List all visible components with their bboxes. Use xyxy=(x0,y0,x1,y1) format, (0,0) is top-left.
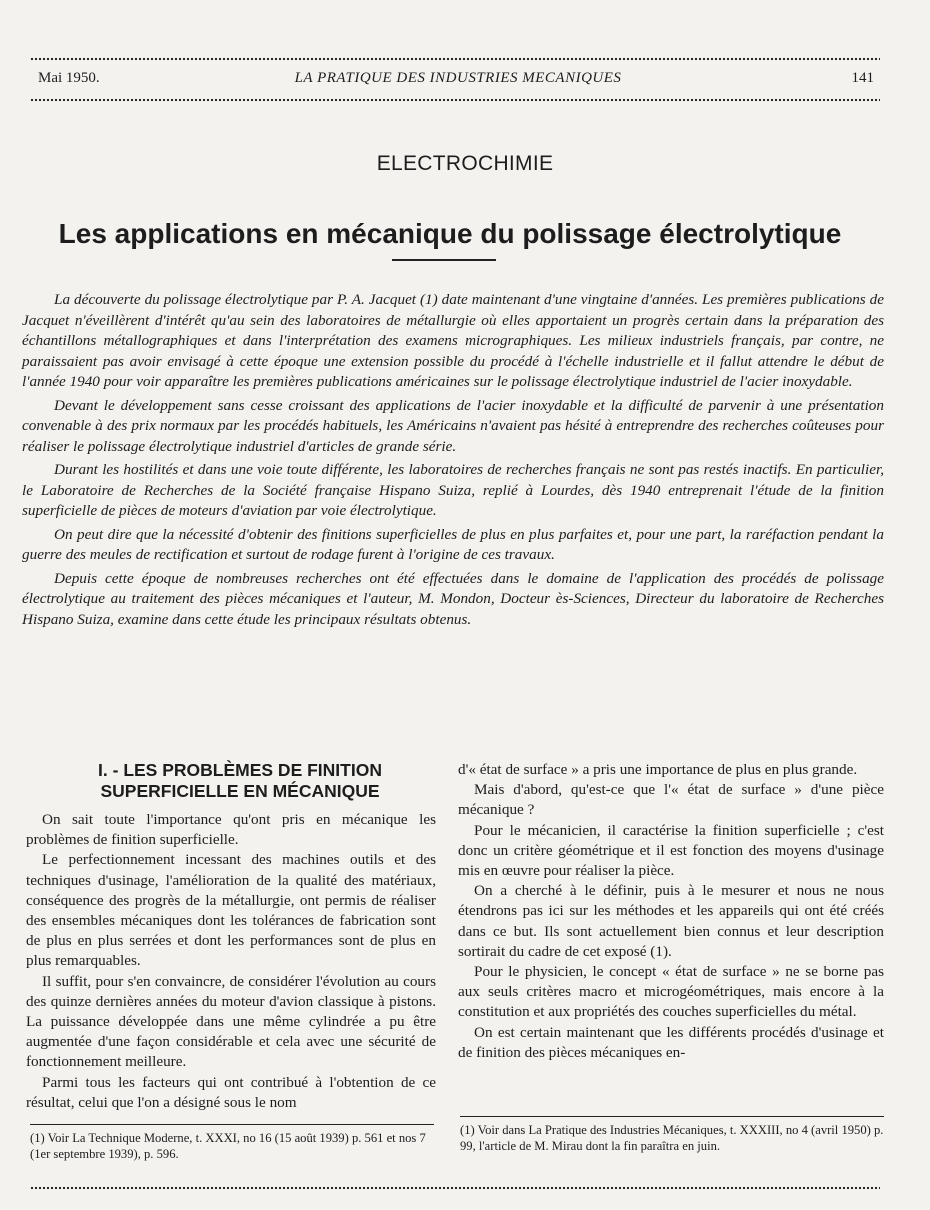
footnote-right: (1) Voir dans La Pratique des Industries Mécaniques, t. XXXIII, no 4 (avril 1950) p. 99, l'article de M. Mirau dont la fin paraîtra en juin. xyxy=(460,1123,884,1153)
title-underline xyxy=(392,259,496,261)
body-paragraph: Mais d'abord, qu'est-ce que l'« état de surface » d'une pièce mécanique ? xyxy=(458,781,884,819)
running-head xyxy=(38,70,878,92)
body-paragraph: Parmi tous les facteurs qui ont contribué à l'obtention de ce résultat, celui que l'on a désigné sous le nom xyxy=(26,1073,436,1111)
section-heading xyxy=(26,760,436,802)
intro-paragraph: Devant le développement sans cesse croissant des applications de l'acier inoxydable et la difficulté de parvenir à une présentation convenable à des prix normaux par les procédés habituels, les Américains n'avaient pas hésité à entreprendre des recherches coûteuses pour réaliser le polissage électrolytique industriel d'articles de grande série. xyxy=(22,396,884,455)
footnote-left: (1) Voir La Technique Moderne, t. XXXI, no 16 (15 août 1939) p. 561 et nos 7 (1er septembre 1939), p. 596. xyxy=(30,1131,426,1161)
section-heading-line-1: I. - LES PROBLÈMES DE FINITION xyxy=(98,760,382,780)
body-paragraph: On a cherché à le définir, puis à le mesurer et nous ne nous étendrons pas ici sur les méthodes et les appareils qui ont été créés dans ce but. Ils sont actuellement bien connus et leur description sortirait du cadre de cet exposé (1). xyxy=(458,882,884,960)
left-column xyxy=(26,760,436,1113)
body-paragraph: Il suffit, pour s'en convaincre, de considérer l'évolution au cours des quinze dernières années du moteur d'avion classique à pistons. La puissance développée dans une même cylindrée a pu être augmentée d'une façon considérable et cela avec une sécurité de fonctionnement meilleure. xyxy=(26,972,436,1071)
body-paragraph: Pour le mécanicien, il caractérise la finition superficielle ; c'est donc un critère géométrique et il est fonction des moyens d'usinage mis en œuvre pour réaliser la pièce. xyxy=(458,821,884,880)
issue-date: Mai 1950. xyxy=(38,70,100,86)
body-paragraph: Le perfectionnement incessant des machines outils et des techniques d'usinage, l'amélioration de la qualité des matériaux, conséquence des progrès de la métallurgie, ont permis de réaliser des ensembles mécaniques dont les tolérances de fabrication sont de plus en plus serrées et dont les performances sont de plus en plus remarquables. xyxy=(26,851,436,970)
body-paragraph: On est certain maintenant que les différents procédés d'usinage et de finition des pièces mécaniques en- xyxy=(458,1023,884,1061)
intro-abstract xyxy=(22,290,884,633)
footnote-rule-right xyxy=(460,1116,884,1117)
intro-paragraph: On peut dire que la nécessité d'obtenir des finitions superficielles de plus en plus parfaites et, pour une part, la raréfaction pendant la guerre des meules de rectification et surtout de rodage furent à l'origine de ces travaux. xyxy=(22,525,884,563)
journal-name: LA PRATIQUE DES INDUSTRIES MECANIQUES xyxy=(294,70,622,86)
intro-paragraph: Depuis cette époque de nombreuses recherches ont été effectuées dans le domaine de l'application des procédés de polissage électrolytique au traitement des pièces mécaniques et l'auteur, M. Mondon, Docteur ès-Sciences, Directeur du laboratoire de Recherches Hispano Suiza, examine dans cette étude les principaux résultats obtenus. xyxy=(22,569,884,628)
page-number: 141 xyxy=(851,70,874,86)
body-paragraph: Pour le physicien, le concept « état de surface » ne se borne pas aux seuls critères macro et microgéométriques, mais encore à la constitution et aux propriétés des couches superficielles du métal. xyxy=(458,963,884,1021)
section-heading-line-2: SUPERFICIELLE EN MÉCANIQUE xyxy=(100,781,380,801)
footnote-rule-left xyxy=(30,1124,434,1125)
body-paragraph: On sait toute l'importance qu'ont pris en mécanique les problèmes de finition superficielle. xyxy=(26,811,436,849)
intro-paragraph: Durant les hostilités et dans une voie toute différente, les laboratoires de recherches français ne sont pas restés inactifs. En particulier, le Laboratoire de Recherches de la Société française Hispano Suiza, replié à Lourdes, dès 1940 entreprenait l'étude de la finition superficielle de pièces de moteurs d'aviation par voie électrolytique. xyxy=(22,461,884,519)
section-title: ELECTROCHIMIE xyxy=(376,152,554,175)
top-dotted-rule-1 xyxy=(30,57,880,61)
intro-paragraph: La découverte du polissage électrolytique par P. A. Jacquet (1) date maintenant d'une vingtaine d'années. Les premières publications de Jacquet n'éveillèrent d'intérêt qu'au sein des laboratoires de métallurgie où elles apportaient un progrès certain dans la préparation des échantillons métallographiques et dans l'interprétation des examens micrographiques. Les milieux industriels français, par contre, ne paraissaient pas avoir envisagé à cette époque une extension possible du procédé à l'échelle industrielle et il fallut attendre le début de l'année 1940 pour voir apparaître les premières publications américaines sur le polissage électrolytique industriel de l'acier inoxydable. xyxy=(22,291,884,390)
top-dotted-rule-2 xyxy=(30,98,880,102)
article-title: Les applications en mécanique du polissage électrolytique xyxy=(58,218,842,249)
bottom-dotted-rule xyxy=(30,1186,880,1190)
body-paragraph: d'« état de surface » a pris une importance de plus en plus grande. xyxy=(458,761,858,778)
right-column xyxy=(458,760,884,1063)
